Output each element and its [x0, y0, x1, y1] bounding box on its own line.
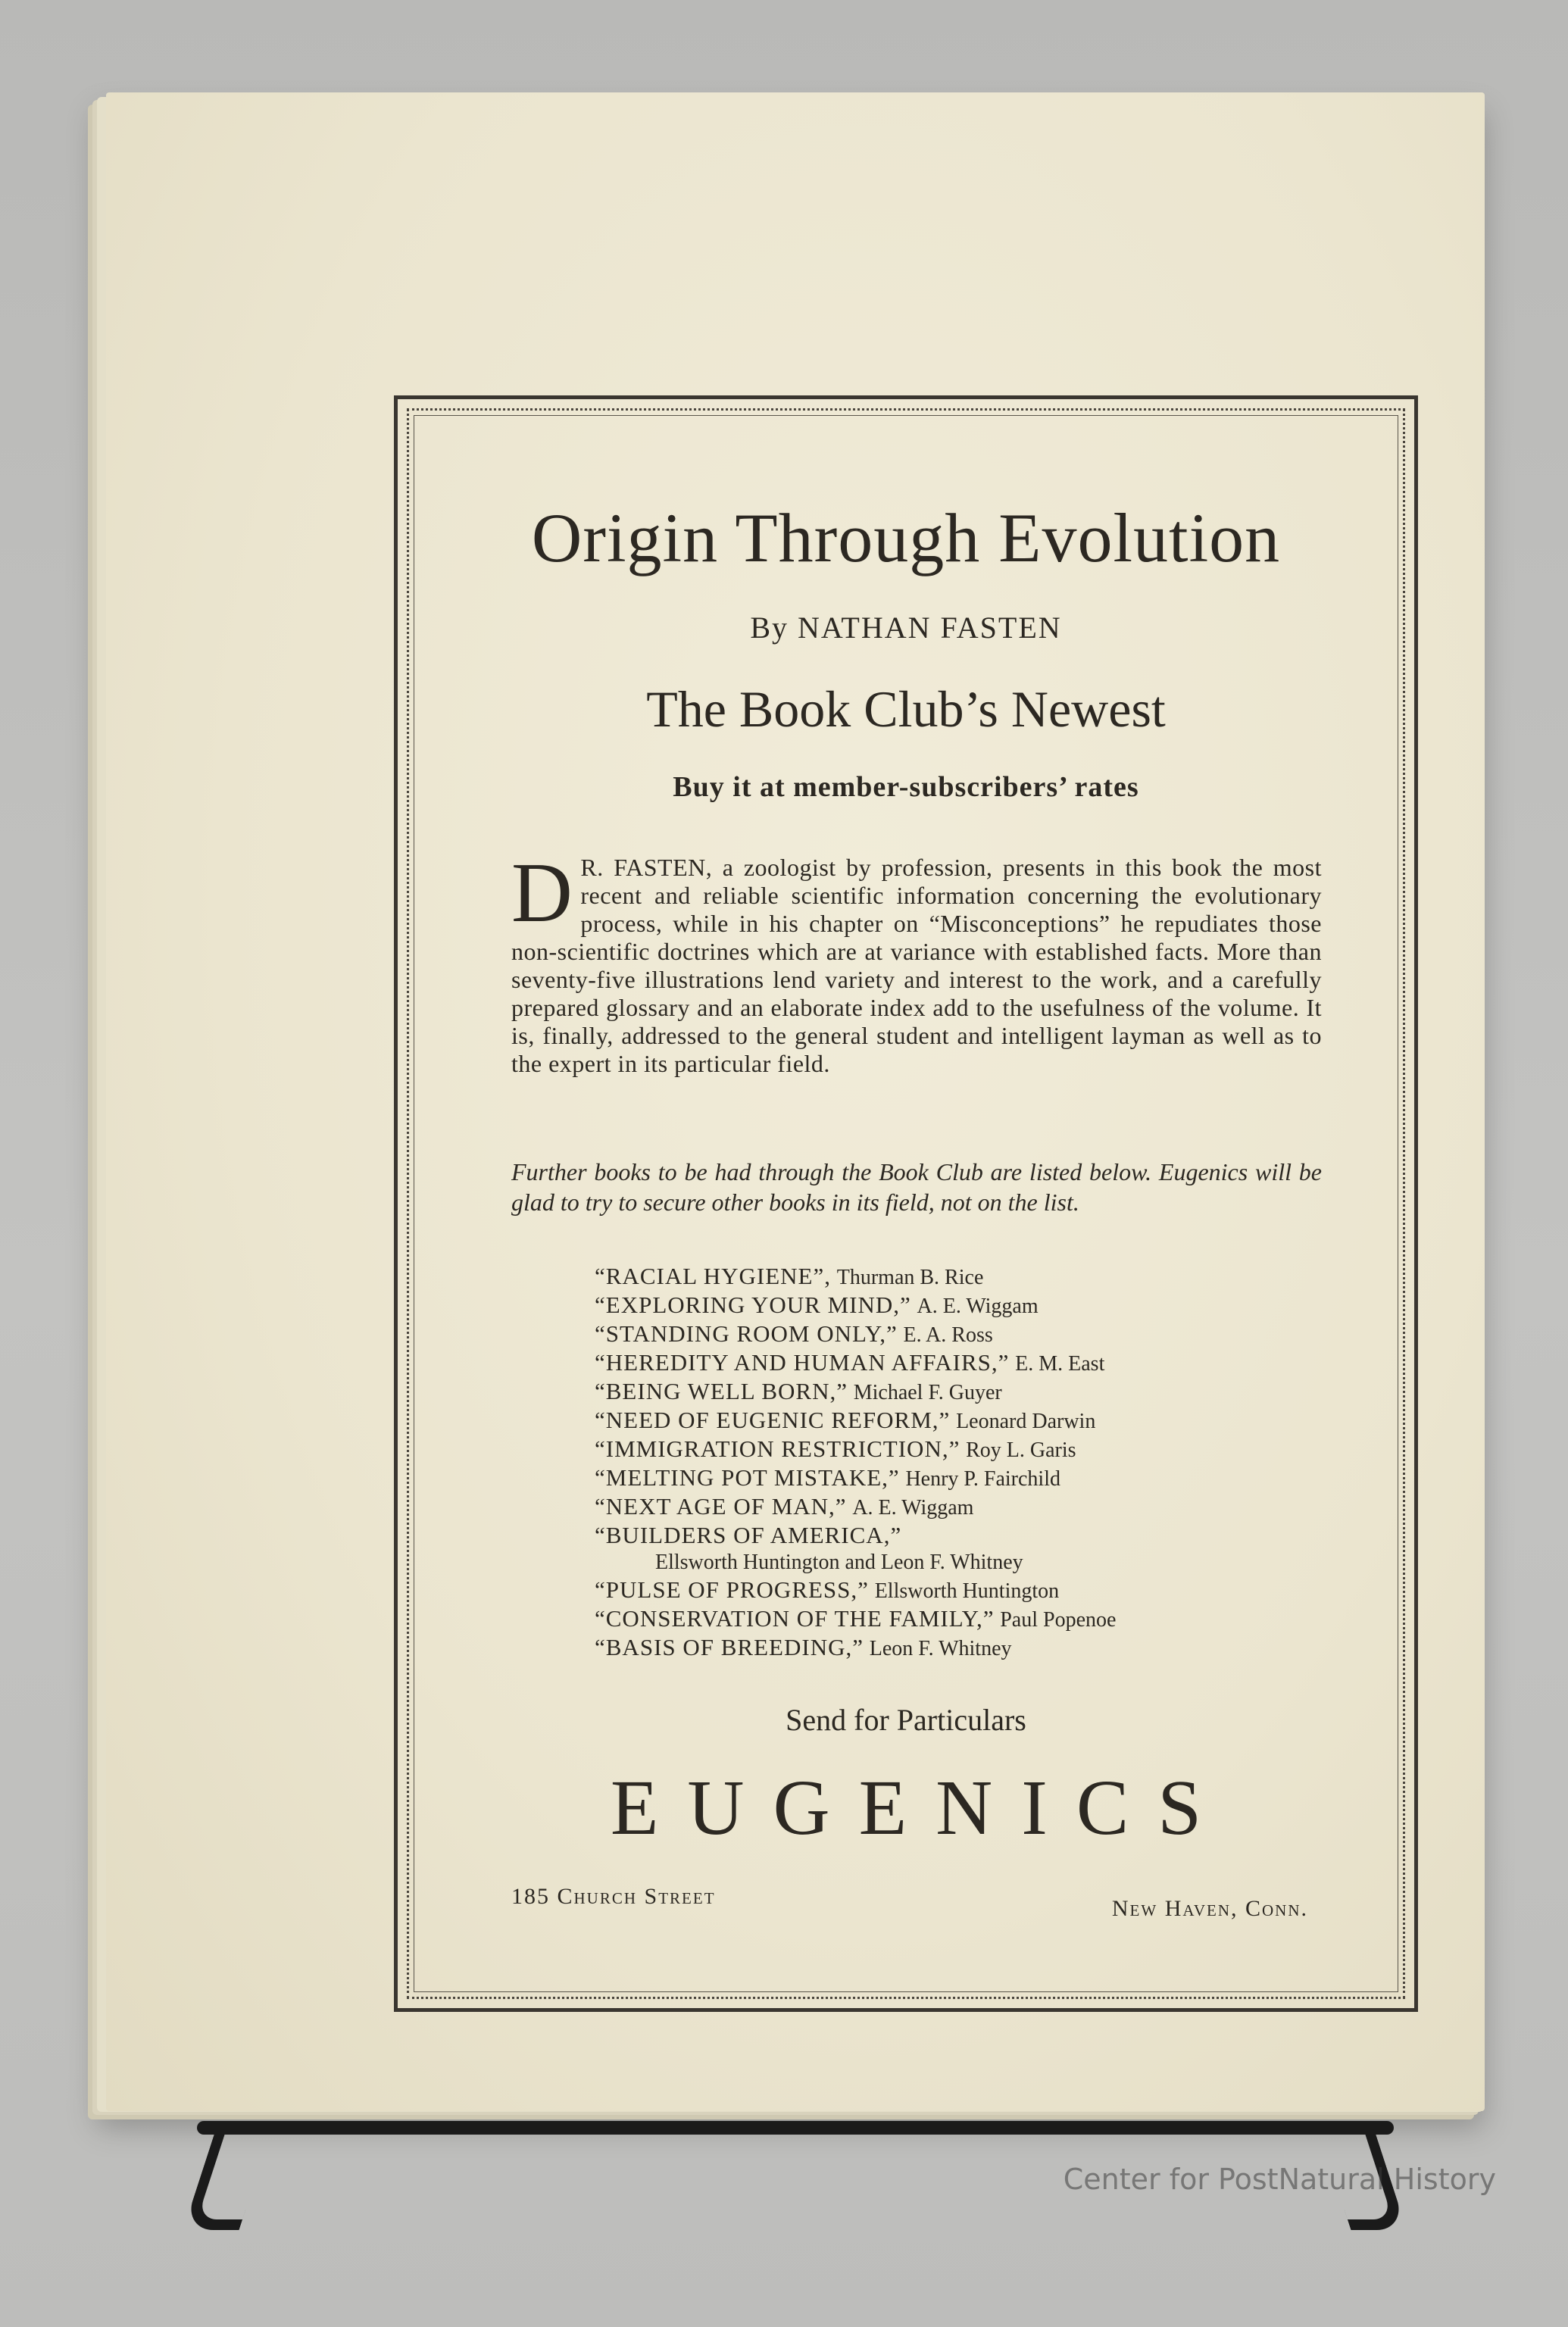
- list-item: “NEXT AGE OF MAN,” A. E. Wiggam: [595, 1493, 974, 1520]
- list-item: “BASIS OF BREEDING,” Leon F. Whitney: [595, 1634, 1012, 1660]
- list-item: “RACIAL HYGIENE”, Thurman B. Rice: [595, 1263, 984, 1289]
- list-item: “MELTING POT MISTAKE,” Henry P. Fairchild: [595, 1464, 1060, 1491]
- display-stand-left-leg: [183, 2121, 275, 2230]
- list-item: “BUILDERS OF AMERICA,” Ellsworth Huntington and Leon F. Whitney: [595, 1522, 1023, 1574]
- book-title: Origin Through Evolution: [531, 499, 1281, 576]
- author-byline: By NATHAN FASTEN: [750, 611, 1062, 645]
- city-address: New Haven, Conn.: [1111, 1896, 1308, 1921]
- list-item: “BEING WELL BORN,” Michael F. Guyer: [595, 1378, 1002, 1404]
- book-list: [595, 1263, 1276, 1663]
- advertisement-content: [398, 399, 1414, 2008]
- display-stand-bar: [197, 2121, 1394, 2135]
- list-item: “HEREDITY AND HUMAN AFFAIRS,” E. M. East: [595, 1349, 1105, 1376]
- tagline: Buy it at member-subscribers’ rates: [673, 771, 1139, 803]
- list-item: “PULSE OF PROGRESS,” Ellsworth Huntington: [595, 1576, 1060, 1603]
- list-item: “STANDING ROOM ONLY,” E. A. Ross: [595, 1320, 993, 1347]
- description-text: R. FASTEN, a zoologist by profession, presents in this book the most recent and reliable scientific information concerning the evolutionary process, while in his chapter on “Misconceptions” he repudiates those non-scientific doctrines which are at variance with established facts. More than seventy-five illustrations lend variety and interest to the work, and a carefully prepared glossary and an elaborate index add to the usefulness of the volume. It is, finally, addressed to the general student and intelligent layman as well as to the expert in its particular field.: [511, 854, 1322, 1077]
- watermark: Center for PostNatural History: [1063, 2163, 1496, 2196]
- advertisement-frame: [394, 395, 1418, 2012]
- street-address: 185 Church Street: [511, 1884, 716, 1909]
- subtitle: The Book Club’s Newest: [646, 680, 1166, 738]
- publisher-name: EUGENICS: [610, 1764, 1231, 1851]
- send-for-particulars: Send for Particulars: [786, 1703, 1026, 1737]
- drop-cap: D: [511, 846, 573, 940]
- further-books-note: Further books to be had through the Book Club are listed below. Eugenics will be glad to try to secure other books in its field, not on the list.: [511, 1158, 1322, 1216]
- list-item: “NEED OF EUGENIC REFORM,” Leonard Darwin: [595, 1407, 1096, 1433]
- list-item: “EXPLORING YOUR MIND,” A. E. Wiggam: [595, 1292, 1039, 1318]
- magazine-back-cover: [106, 92, 1485, 2111]
- list-item: “CONSERVATION OF THE FAMILY,” Paul Popenoe: [595, 1605, 1117, 1632]
- description-paragraph: [511, 846, 1322, 1078]
- list-item: “IMMIGRATION RESTRICTION,” Roy L. Garis: [595, 1435, 1076, 1462]
